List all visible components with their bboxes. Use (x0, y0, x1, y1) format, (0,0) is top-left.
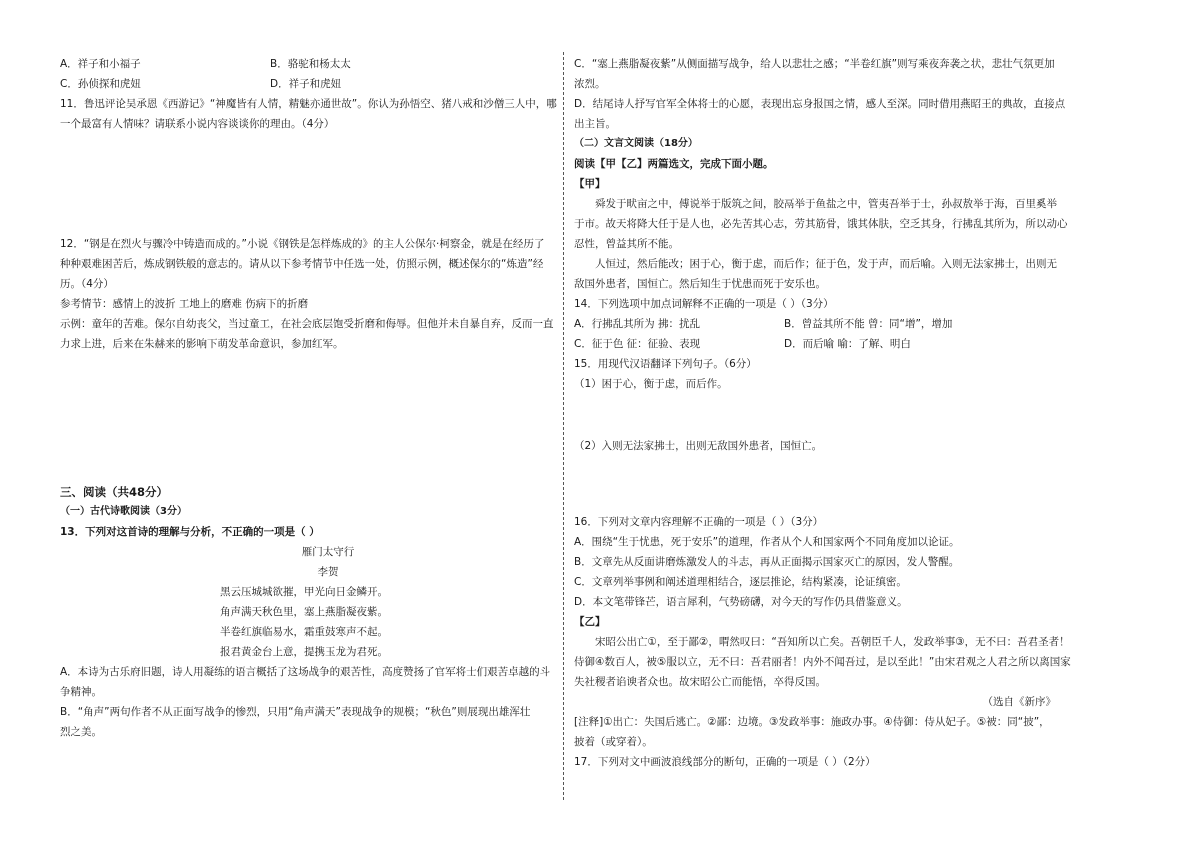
right-column (574, 54, 1074, 772)
q10-options-row2 (60, 74, 550, 94)
q13-option-a (60, 662, 550, 702)
poem-title: 雁门太守行 (301, 546, 355, 558)
q10-option-a: A．祥子和小福子 (60, 58, 141, 70)
yi-line-2: 侍御④数百人，被⑤服以立，无不曰：吾君丽者！内外不闻吾过，是以至此！”由宋君观之人君之所以离国家 (574, 656, 1071, 668)
poem-line: 黑云压城城欲摧，甲光向日金鳞开。 (220, 586, 388, 598)
jia-p1-line-1: 舜发于畎亩之中，傅说举于版筑之间，胶鬲举于鱼盐之中，管夷吾举于士，孙叔敖举于海，百里奚举 (595, 198, 1057, 210)
q13-option-c (574, 54, 1074, 94)
passage-yi (574, 632, 1074, 692)
q15-stem: 15．用现代汉语翻译下列句子。（6分） (574, 358, 757, 370)
jia-p2-line-1: 人恒过，然后能改；困于心，衡于虑，而后作；征于色，发于声，而后喻。入则无法家拂士，出则无 (595, 258, 1057, 270)
question-11 (60, 94, 557, 134)
passage-jia-paragraph-1 (574, 194, 1074, 254)
annotation-line-2: 披着（或穿着）。 (574, 736, 653, 748)
q13-option-a-line-2: 争精神。 (60, 686, 102, 698)
q12-line-1: 12．“钢是在烈火与骤冷中铸造而成的。”小说《钢铁是怎样炼成的》的主人公保尔·柯察金，就是在经历了 (60, 238, 545, 250)
q11-line-1: 11．鲁迅评论吴承恩《西游记》“神魔皆有人情，精魅亦通世故”。你认为孙悟空、猪八戒和沙僧三人中，哪 (60, 98, 557, 110)
q15-sentence-1: （1）困于心，衡于虑，而后作。 (574, 378, 728, 390)
q10-option-d: D．祥子和虎妞 (270, 78, 342, 90)
q12-example-1: 示例：童年的苦难。保尔自幼丧父，当过童工，在社会底层饱受折磨和侮辱。但他并未自暴自弃，反而一直 (60, 318, 554, 330)
answer-space-15-2 (574, 456, 1074, 512)
poem-line: 角声满天秋色里，塞上燕脂凝夜紫。 (220, 606, 388, 618)
q10-options-row1 (60, 54, 550, 74)
q14-options-row1 (574, 314, 1074, 334)
q10-option-b: B．骆驼和杨太太 (270, 58, 351, 70)
jia-p1-line-3: 忍性，曾益其所不能。 (574, 238, 679, 250)
q15-sentence-2: （2）入则无法家拂士，出则无敌国外患者，国恒亡。 (574, 440, 823, 452)
q16-option-c: C．文章列举事例和阐述道理相结合，逐层推论，结构紧凑，论证缜密。 (574, 576, 907, 588)
passage-jia-label: 【甲】 (574, 178, 606, 190)
section-3-title: 三、阅读（共48分） (60, 485, 169, 499)
q16-option-d: D．本文笔带锋芒，语言犀利，气势磅礴，对今天的写作仍具借鉴意义。 (574, 596, 908, 608)
q12-example-2: 力求上进，后来在朱赫来的影响下萌发革命意识，参加红军。 (60, 338, 344, 350)
q14-option-c: C．征于色 征：征验、表现 (574, 338, 701, 350)
q13-option-c-line-1: C．“塞上燕脂凝夜紫”从侧面描写战争，给人以悲壮之感；“半卷红旗”则写乘夜奔袭之状，悲壮气氛更加 (574, 58, 1055, 70)
q12-reference: 参考情节：感情上的波折 工地上的磨难 伤病下的折磨 (60, 298, 309, 310)
q16-option-a: A．围绕“生于忧患，死于安乐”的道理，作者从个人和国家两个不同角度加以论证。 (574, 536, 960, 548)
left-column (60, 54, 557, 742)
jia-p1-line-2: 于市。故天将降大任于是人也，必先苦其心志，劳其筋骨，饿其体肤，空乏其身，行拂乱其所为，所以动心 (574, 218, 1068, 230)
q13-option-b-line-2: 烈之美。 (60, 726, 102, 738)
q13-option-c-line-2: 浓烈。 (574, 78, 606, 90)
column-divider (563, 52, 564, 800)
q13-option-a-line-1: A．本诗为古乐府旧题，诗人用凝练的语言概括了这场战争的艰苦性，高度赞扬了官军将士们艰苦卓越的斗 (60, 666, 551, 678)
q12-line-3: 历。（4分） (60, 278, 114, 290)
q14-stem: 14．下列选项中加点词解释不正确的一项是（ ）（3分） (574, 298, 834, 310)
poem-line: 报君黄金台上意，提携玉龙为君死。 (220, 646, 388, 658)
annotations (574, 712, 1074, 752)
q14-option-b: B．曾益其所不能 曾：同“增”，增加 (784, 318, 953, 330)
jia-p2-line-2: 敌国外患者，国恒亡。然后知生于忧患而死于安乐也。 (574, 278, 826, 290)
q13-option-b (60, 702, 550, 742)
q14-option-a: A．行拂乱其所为 拂：扰乱 (574, 318, 701, 330)
subsection-poetry-title: （一）古代诗歌阅读（3分） (60, 506, 187, 517)
passage-jia-paragraph-2 (574, 254, 1074, 294)
q14-options-row2 (574, 334, 1074, 354)
q14-option-d: D．而后喻 喻：了解、明白 (784, 338, 911, 350)
subsection-classical-title: （二）文言文阅读（18分） (574, 138, 698, 149)
q10-option-c: C．孙侦探和虎妞 (60, 78, 141, 90)
q13-option-d-line-1: D．结尾诗人抒写官军全体将士的心愿，表现出忘身报国之情，感人至深。同时借用燕昭王的典故，直接点 (574, 98, 1066, 110)
q12-line-2: 种种艰难困苦后，炼成钢铁般的意志的。请从以下参考情节中任选一处，仿照示例，概述保尔的“炼造”经 (60, 258, 544, 270)
q17-stem: 17．下列对文中画波浪线部分的断句，正确的一项是（ ）（2分） (574, 756, 876, 768)
q11-line-2: 一个最富有人情味？请联系小说内容谈谈你的理由。（4分） (60, 118, 335, 130)
passage-source: （选自《新序》 (982, 696, 1056, 708)
reading-instruction: 阅读【甲【乙】两篇选文，完成下面小题。 (574, 158, 774, 170)
poem-line: 半卷红旗临易水，霜重鼓寒声不起。 (220, 626, 388, 638)
answer-space-12 (60, 354, 550, 482)
poem-author: 李贺 (317, 566, 339, 578)
yi-line-1: 宋昭公出亡①，至于鄙②，喟然叹曰：“吾知所以亡矣。吾朝臣千人，发政举事③，无不曰：吾君圣者！ (595, 636, 1070, 648)
answer-space-15-1 (574, 394, 1074, 436)
q13-stem: 13．下列对这首诗的理解与分析，不正确的一项是（ ） (60, 526, 320, 538)
passage-yi-label: 【乙】 (574, 616, 606, 628)
answer-space-11 (60, 134, 550, 234)
q16-stem: 16．下列对文章内容理解不正确的一项是（ ）（3分） (574, 516, 824, 528)
q13-option-d-line-2: 出主旨。 (574, 118, 616, 130)
question-12 (60, 234, 554, 354)
yi-line-3: 失社稷者谄谀者众也。故宋昭公亡而能悟，卒得反国。 (574, 676, 826, 688)
poem (60, 542, 448, 662)
q13-option-b-line-1: B．“角声”两句作者不从正面写战争的惨烈，只用“角声满天”表现战争的规模；“秋色”则展现出雄浑壮 (60, 706, 531, 718)
annotation-line-1: [注释]①出亡：失国后逃亡。②鄙：边境。③发政举事：施政办事。④侍御：侍从妃子。⑤被：同“披”， (574, 716, 1050, 728)
q13-option-d (574, 94, 1074, 134)
q16-option-b: B．文章先从反面讲磨炼激发人的斗志，再从正面揭示国家灭亡的原因，发人警醒。 (574, 556, 960, 568)
